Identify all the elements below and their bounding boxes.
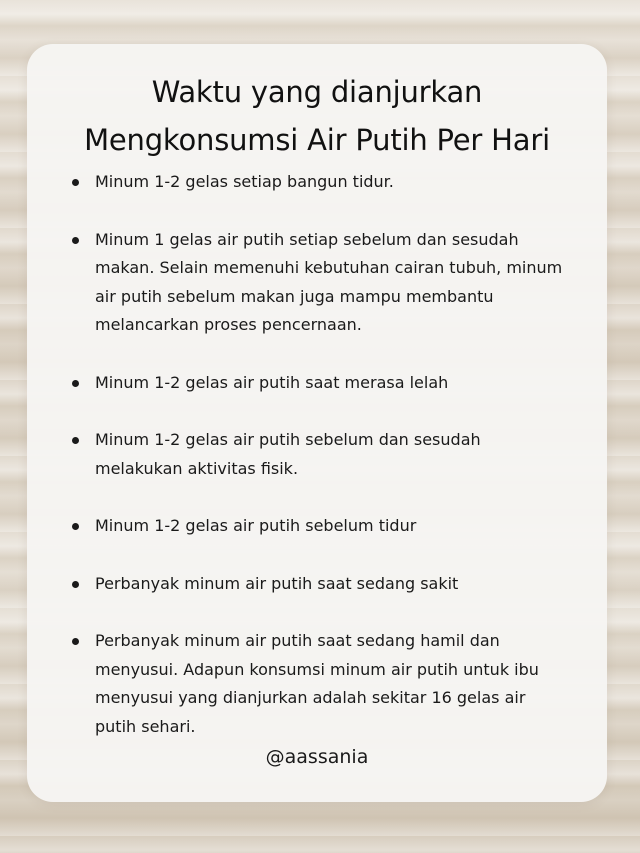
author-handle: @aassania <box>265 746 369 768</box>
title-line-1: Waktu yang dianjurkan <box>151 75 483 109</box>
info-card <box>27 44 607 802</box>
list-item: Perbanyak minum air putih saat sedang hamil dan menyusui. Adapun konsumsi minum air putih untuk ibu menyusui yang dianjurkan adalah sekitar 16 gelas air putih sehari. <box>65 627 565 741</box>
list-item: Minum 1 gelas air putih setiap sebelum dan sesudah makan. Selain memenuhi kebutuhan cairan tubuh, minum air putih sebelum makan juga mampu membantu melancarkan proses pencernaan. <box>65 226 565 340</box>
page-title <box>27 68 607 164</box>
list-item: Minum 1-2 gelas air putih saat merasa lelah <box>65 369 565 398</box>
tips-list <box>65 168 565 770</box>
title-line-2: Mengkonsumsi Air Putih Per Hari <box>84 123 550 157</box>
list-item: Minum 1-2 gelas air putih sebelum dan sesudah melakukan aktivitas fisik. <box>65 426 565 483</box>
list-item: Perbanyak minum air putih saat sedang sakit <box>65 570 565 599</box>
list-item: Minum 1-2 gelas air putih sebelum tidur <box>65 512 565 541</box>
list-item: Minum 1-2 gelas setiap bangun tidur. <box>65 168 565 197</box>
